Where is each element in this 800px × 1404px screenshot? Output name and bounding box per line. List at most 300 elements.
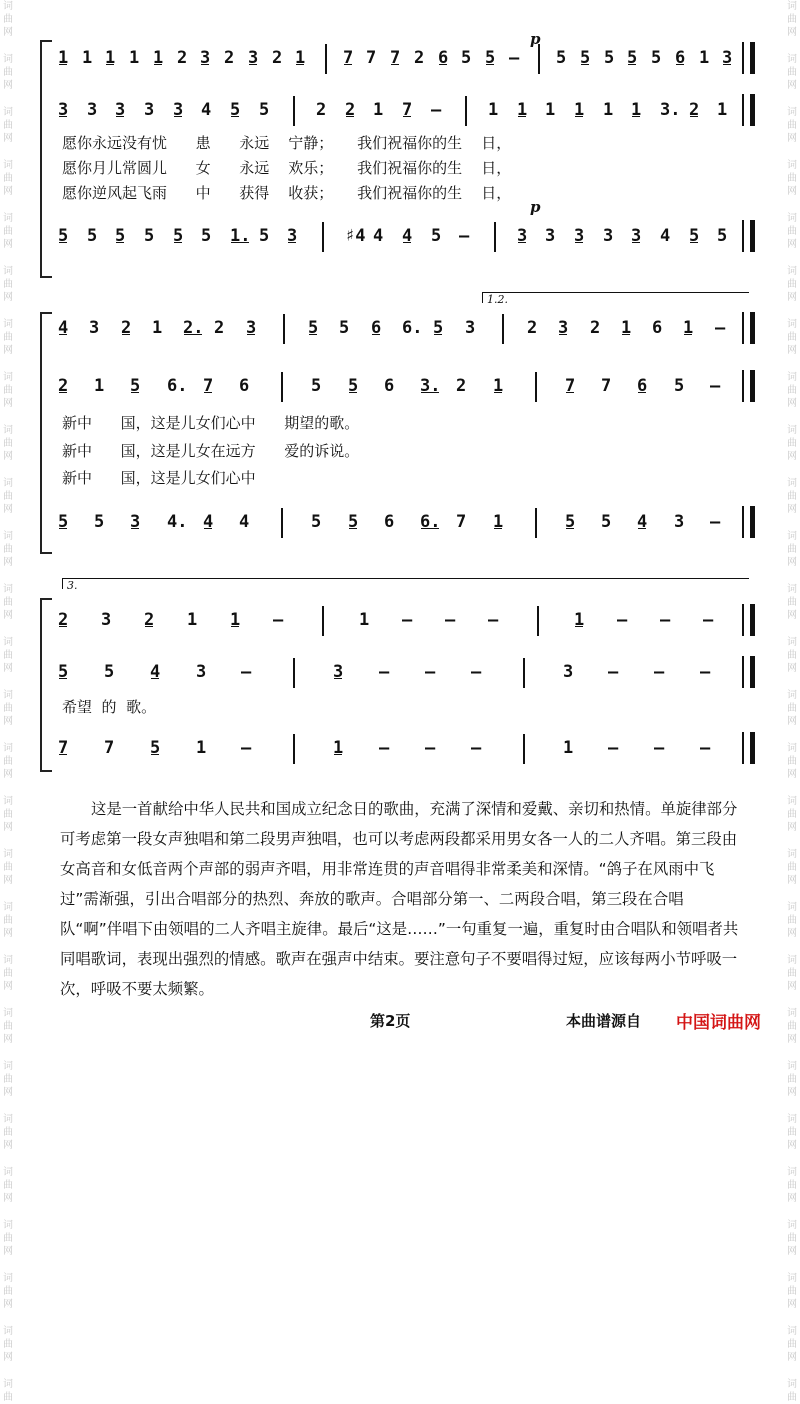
jianpu-note: 5 <box>130 376 141 396</box>
watermark-char: 词 <box>787 743 797 754</box>
watermark-char: 词 <box>787 319 797 330</box>
jianpu-note: 5 <box>717 226 728 246</box>
watermark-char: 网 <box>787 1140 797 1151</box>
jianpu-note: 5 <box>674 376 685 396</box>
watermark-char: 词 <box>3 637 13 648</box>
dash-extender: – <box>425 662 436 682</box>
watermark-char: 网 <box>787 769 797 780</box>
watermark-char: 曲 <box>787 597 797 608</box>
watermark-char: 网 <box>787 1193 797 1204</box>
system-1-voice-3 <box>58 226 748 256</box>
dash-extender: – <box>654 738 665 758</box>
barline <box>523 734 525 764</box>
dash-extender: – <box>471 738 482 758</box>
jianpu-note: 6 <box>438 48 449 68</box>
volta-3: 3. <box>62 578 749 589</box>
jianpu-note: 7 <box>456 512 467 532</box>
watermark-char: 曲 <box>3 279 13 290</box>
watermark-char: 曲 <box>3 1339 13 1350</box>
watermark-char: 网 <box>787 610 797 621</box>
jianpu-note: ♯4 <box>345 226 366 246</box>
watermark-char: 词 <box>787 266 797 277</box>
watermark-char: 网 <box>3 345 13 356</box>
watermark-char: 曲 <box>787 279 797 290</box>
watermark-char: 网 <box>787 27 797 38</box>
watermark-char: 词 <box>787 1220 797 1231</box>
jianpu-note: 3 <box>87 100 98 120</box>
end-barline <box>742 312 755 344</box>
jianpu-note: 7 <box>104 738 115 758</box>
jianpu-note: 1 <box>631 100 642 120</box>
jianpu-note: 1 <box>683 318 694 338</box>
jianpu-note: 3 <box>287 226 298 246</box>
jianpu-note: 4 <box>150 662 161 682</box>
watermark-char: 曲 <box>3 703 13 714</box>
watermark-char: 曲 <box>3 968 13 979</box>
watermark-char: 词 <box>3 796 13 807</box>
jianpu-note: 6 <box>652 318 663 338</box>
source-site: 中国词曲网 <box>676 1013 761 1033</box>
watermark-char: 词 <box>3 902 13 913</box>
watermark-char: 词 <box>787 1 797 12</box>
barline <box>535 372 537 402</box>
watermark-char: 网 <box>3 716 13 727</box>
watermark-char: 词 <box>3 160 13 171</box>
dash-extender: – <box>425 738 436 758</box>
jianpu-note: 3 <box>603 226 614 246</box>
jianpu-note: 1 <box>129 48 140 68</box>
jianpu-note: 1 <box>295 48 306 68</box>
watermark-char: 词 <box>787 213 797 224</box>
watermark-char: 网 <box>3 663 13 674</box>
watermark-char: 网 <box>787 398 797 409</box>
barline <box>502 314 504 344</box>
watermark-char: 词 <box>3 1008 13 1019</box>
jianpu-note: 7 <box>58 738 69 758</box>
jianpu-note: 5 <box>580 48 591 68</box>
jianpu-note: 2 <box>144 610 155 630</box>
jianpu-note: 7 <box>203 376 214 396</box>
watermark-char: 曲 <box>787 173 797 184</box>
watermark-right <box>784 0 800 1403</box>
watermark-char: 曲 <box>787 809 797 820</box>
watermark-char: 曲 <box>787 385 797 396</box>
jianpu-note: 4 <box>239 512 250 532</box>
watermark-char: 网 <box>787 557 797 568</box>
watermark-char: 网 <box>3 27 13 38</box>
barline <box>325 44 327 74</box>
jianpu-note: 5 <box>556 48 567 68</box>
watermark-char: 词 <box>3 1220 13 1231</box>
dash-extender: – <box>471 662 482 682</box>
jianpu-note: 5 <box>651 48 662 68</box>
barline <box>281 372 283 402</box>
watermark-char: 词 <box>787 637 797 648</box>
watermark-char: 词 <box>787 1326 797 1337</box>
watermark-char: 网 <box>787 239 797 250</box>
watermark-char: 词 <box>3 213 13 224</box>
jianpu-note: 4 <box>637 512 648 532</box>
watermark-char: 网 <box>3 80 13 91</box>
watermark-char: 曲 <box>3 1233 13 1244</box>
jianpu-note: 3 <box>574 226 585 246</box>
watermark-char: 网 <box>787 1352 797 1363</box>
watermark-char: 网 <box>787 1246 797 1257</box>
watermark-char: 词 <box>787 584 797 595</box>
watermark-char: 曲 <box>787 1339 797 1350</box>
dash-extender: – <box>660 610 671 630</box>
jianpu-note: 3 <box>173 100 184 120</box>
watermark-char: 词 <box>3 319 13 330</box>
watermark-char: 曲 <box>3 1392 13 1403</box>
jianpu-note: 4 <box>660 226 671 246</box>
jianpu-note: 1 <box>153 48 164 68</box>
watermark-char: 网 <box>3 504 13 515</box>
watermark-char: 曲 <box>787 650 797 661</box>
jianpu-note: 5 <box>58 662 69 682</box>
watermark-char: 词 <box>787 478 797 489</box>
watermark-char: 网 <box>3 1299 13 1310</box>
jianpu-note: 1 <box>488 100 499 120</box>
watermark-char: 曲 <box>787 1286 797 1297</box>
watermark-char: 词 <box>3 425 13 436</box>
watermark-char: 词 <box>787 955 797 966</box>
jianpu-note: 5 <box>433 318 444 338</box>
watermark-char: 词 <box>787 372 797 383</box>
jianpu-note: 1. <box>230 226 251 246</box>
jianpu-note: 4 <box>201 100 212 120</box>
watermark-char: 网 <box>3 981 13 992</box>
jianpu-note: 3 <box>558 318 569 338</box>
watermark-char: 曲 <box>787 226 797 237</box>
watermark-char: 网 <box>787 80 797 91</box>
watermark-char: 网 <box>3 239 13 250</box>
dynamic-p: p <box>530 198 541 216</box>
jianpu-note: 1 <box>94 376 105 396</box>
watermark-char: 词 <box>3 1273 13 1284</box>
watermark-char: 网 <box>3 928 13 939</box>
watermark-char: 曲 <box>3 1021 13 1032</box>
watermark-char: 网 <box>3 875 13 886</box>
watermark-char: 词 <box>787 690 797 701</box>
watermark-char: 网 <box>3 292 13 303</box>
dash-extender: – <box>608 738 619 758</box>
watermark-char: 词 <box>3 266 13 277</box>
watermark-char: 网 <box>787 1087 797 1098</box>
jianpu-note: 3 <box>333 662 344 682</box>
jianpu-note: 2 <box>414 48 425 68</box>
watermark-char: 词 <box>787 849 797 860</box>
jianpu-note: 3 <box>115 100 126 120</box>
watermark-char: 网 <box>3 1193 13 1204</box>
jianpu-note: 5 <box>311 376 322 396</box>
dash-extender: – <box>617 610 628 630</box>
watermark-char: 网 <box>787 345 797 356</box>
dash-extender: – <box>379 738 390 758</box>
jianpu-note: 2 <box>272 48 283 68</box>
watermark-char: 词 <box>3 955 13 966</box>
system-2-voice-1 <box>58 318 748 348</box>
jianpu-note: 1 <box>621 318 632 338</box>
barline <box>523 658 525 688</box>
watermark-left <box>0 0 16 1403</box>
jianpu-note: 7 <box>601 376 612 396</box>
watermark-char: 词 <box>787 1167 797 1178</box>
jianpu-note: 1 <box>196 738 207 758</box>
jianpu-note: 1 <box>717 100 728 120</box>
watermark-char: 曲 <box>3 1074 13 1085</box>
jianpu-note: 4 <box>402 226 413 246</box>
jianpu-note: 1 <box>563 738 574 758</box>
barline <box>293 96 295 126</box>
jianpu-note: 5 <box>604 48 615 68</box>
barline <box>494 222 496 252</box>
jianpu-note: 5 <box>144 226 155 246</box>
jianpu-note: 3 <box>246 318 257 338</box>
watermark-char: 网 <box>3 133 13 144</box>
watermark-char: 曲 <box>787 14 797 25</box>
watermark-char: 网 <box>787 451 797 462</box>
lyric-line: 希望 的 歌。 <box>62 698 157 716</box>
system-3-voice-1 <box>58 610 748 640</box>
jianpu-note: 5 <box>485 48 496 68</box>
watermark-char: 网 <box>3 822 13 833</box>
barline <box>281 508 283 538</box>
end-barline <box>742 506 755 538</box>
jianpu-note: 5 <box>259 226 270 246</box>
jianpu-note: 5 <box>58 512 69 532</box>
jianpu-note: 5 <box>627 48 638 68</box>
jianpu-note: 1 <box>359 610 370 630</box>
watermark-char: 曲 <box>3 862 13 873</box>
watermark-char: 词 <box>3 54 13 65</box>
watermark-char: 曲 <box>3 1286 13 1297</box>
barline <box>465 96 467 126</box>
watermark-char: 词 <box>3 1114 13 1125</box>
jianpu-note: 2 <box>689 100 700 120</box>
end-barline <box>742 656 755 688</box>
watermark-char: 词 <box>3 107 13 118</box>
watermark-char: 网 <box>3 610 13 621</box>
system-2-voice-2 <box>58 376 748 406</box>
jianpu-note: 1 <box>105 48 116 68</box>
jianpu-note: 5 <box>431 226 442 246</box>
dash-extender: – <box>241 662 252 682</box>
jianpu-note: 3 <box>631 226 642 246</box>
watermark-char: 曲 <box>787 1127 797 1138</box>
jianpu-note: 1 <box>373 100 384 120</box>
watermark-char: 词 <box>3 531 13 542</box>
watermark-char: 网 <box>787 822 797 833</box>
jianpu-note: 2. <box>183 318 204 338</box>
jianpu-note: 5 <box>173 226 184 246</box>
watermark-char: 曲 <box>3 226 13 237</box>
jianpu-note: 6 <box>675 48 686 68</box>
system-3-voice-3 <box>58 738 748 768</box>
jianpu-note: 2 <box>121 318 132 338</box>
end-barline <box>742 94 755 126</box>
dash-extender: – <box>459 226 470 246</box>
watermark-char: 曲 <box>787 756 797 767</box>
jianpu-note: 4 <box>58 318 69 338</box>
watermark-char: 网 <box>787 981 797 992</box>
system-3-voice-2 <box>58 662 748 692</box>
barline <box>537 606 539 636</box>
dash-extender: – <box>700 738 711 758</box>
jianpu-note: 3 <box>89 318 100 338</box>
jianpu-note: 2 <box>177 48 188 68</box>
watermark-char: 曲 <box>787 491 797 502</box>
end-barline <box>742 732 755 764</box>
barline <box>535 508 537 538</box>
watermark-char: 曲 <box>3 809 13 820</box>
jianpu-note: 1 <box>333 738 344 758</box>
watermark-char: 词 <box>787 1114 797 1125</box>
watermark-char: 曲 <box>787 703 797 714</box>
system-2-voice-3 <box>58 512 748 542</box>
jianpu-note: 5 <box>601 512 612 532</box>
jianpu-note: 5 <box>311 512 322 532</box>
jianpu-note: 2 <box>58 610 69 630</box>
jianpu-note: 6 <box>239 376 250 396</box>
jianpu-note: 4 <box>203 512 214 532</box>
watermark-char: 曲 <box>3 915 13 926</box>
watermark-char: 网 <box>3 1087 13 1098</box>
jianpu-note: 3 <box>517 226 528 246</box>
jianpu-note: 5 <box>87 226 98 246</box>
jianpu-note: 3 <box>196 662 207 682</box>
watermark-char: 词 <box>787 531 797 542</box>
barline <box>283 314 285 344</box>
jianpu-note: 1 <box>152 318 163 338</box>
jianpu-note: 1 <box>699 48 710 68</box>
dash-extender: – <box>654 662 665 682</box>
watermark-char: 网 <box>787 292 797 303</box>
watermark-char: 网 <box>3 557 13 568</box>
watermark-char: 曲 <box>787 120 797 131</box>
watermark-char: 网 <box>3 1034 13 1045</box>
watermark-char: 网 <box>787 928 797 939</box>
page-number: 第2页 <box>370 1012 411 1030</box>
jianpu-note: 1 <box>574 610 585 630</box>
watermark-char: 网 <box>787 504 797 515</box>
watermark-char: 曲 <box>3 650 13 661</box>
jianpu-note: 7 <box>366 48 377 68</box>
jianpu-note: 3 <box>465 318 476 338</box>
jianpu-note: 5 <box>104 662 115 682</box>
watermark-char: 曲 <box>3 385 13 396</box>
jianpu-note: 1 <box>58 48 69 68</box>
jianpu-note: 3 <box>674 512 685 532</box>
watermark-char: 网 <box>3 1352 13 1363</box>
watermark-char: 网 <box>3 1246 13 1257</box>
watermark-char: 曲 <box>787 438 797 449</box>
dash-extender: – <box>703 610 714 630</box>
watermark-char: 曲 <box>3 67 13 78</box>
watermark-char: 词 <box>787 1061 797 1072</box>
watermark-char: 曲 <box>787 1392 797 1403</box>
barline <box>322 222 324 252</box>
watermark-char: 词 <box>3 478 13 489</box>
watermark-char: 曲 <box>3 332 13 343</box>
watermark-char: 网 <box>3 398 13 409</box>
watermark-char: 曲 <box>3 14 13 25</box>
end-barline <box>742 604 755 636</box>
dash-extender: – <box>710 376 721 396</box>
dash-extender: – <box>445 610 456 630</box>
watermark-char: 词 <box>3 1326 13 1337</box>
watermark-char: 曲 <box>787 968 797 979</box>
dash-extender: – <box>715 318 726 338</box>
jianpu-note: 2 <box>58 376 69 396</box>
watermark-char: 曲 <box>3 756 13 767</box>
jianpu-note: 3 <box>563 662 574 682</box>
jianpu-note: 5 <box>348 512 359 532</box>
watermark-char: 曲 <box>787 1233 797 1244</box>
lyric-line: 新中 国，这是儿女们心中 期望的歌。 <box>62 414 360 432</box>
jianpu-note: 1 <box>493 376 504 396</box>
jianpu-note: 2 <box>456 376 467 396</box>
watermark-char: 词 <box>787 54 797 65</box>
jianpu-note: 2 <box>590 318 601 338</box>
watermark-char: 词 <box>787 902 797 913</box>
jianpu-note: 6 <box>637 376 648 396</box>
dash-extender: – <box>241 738 252 758</box>
watermark-char: 词 <box>787 425 797 436</box>
jianpu-note: 5 <box>150 738 161 758</box>
watermark-char: 曲 <box>3 491 13 502</box>
jianpu-note: 2 <box>316 100 327 120</box>
jianpu-note: 7 <box>390 48 401 68</box>
watermark-char: 词 <box>3 584 13 595</box>
dash-extender: – <box>488 610 499 630</box>
watermark-char: 网 <box>787 716 797 727</box>
dash-extender: – <box>402 610 413 630</box>
jianpu-note: 1 <box>545 100 556 120</box>
watermark-char: 网 <box>3 186 13 197</box>
jianpu-note: 5 <box>565 512 576 532</box>
jianpu-note: 6 <box>384 512 395 532</box>
watermark-char: 曲 <box>3 544 13 555</box>
jianpu-note: 3 <box>144 100 155 120</box>
jianpu-note: 5 <box>348 376 359 396</box>
barline <box>538 44 540 74</box>
watermark-char: 网 <box>787 1034 797 1045</box>
dash-extender: – <box>608 662 619 682</box>
watermark-char: 曲 <box>787 332 797 343</box>
jianpu-note: 3 <box>248 48 259 68</box>
watermark-char: 词 <box>3 1061 13 1072</box>
watermark-char: 曲 <box>3 597 13 608</box>
watermark-char: 网 <box>787 1299 797 1310</box>
watermark-char: 曲 <box>787 1021 797 1032</box>
watermark-char: 词 <box>3 690 13 701</box>
watermark-char: 网 <box>3 451 13 462</box>
dash-extender: – <box>431 100 442 120</box>
jianpu-note: 4. <box>167 512 188 532</box>
dash-extender: – <box>273 610 284 630</box>
watermark-char: 词 <box>3 372 13 383</box>
lyric-line: 新中 国，这是儿女们心中 <box>62 469 256 487</box>
barline <box>293 734 295 764</box>
watermark-char: 曲 <box>787 544 797 555</box>
source-label: 本曲谱源自 <box>566 1012 642 1030</box>
volta-1-2: 1.2. <box>482 292 749 303</box>
end-barline <box>742 370 755 402</box>
jianpu-note: 2 <box>527 318 538 338</box>
dash-extender: – <box>509 48 520 68</box>
jianpu-note: 5 <box>201 226 212 246</box>
